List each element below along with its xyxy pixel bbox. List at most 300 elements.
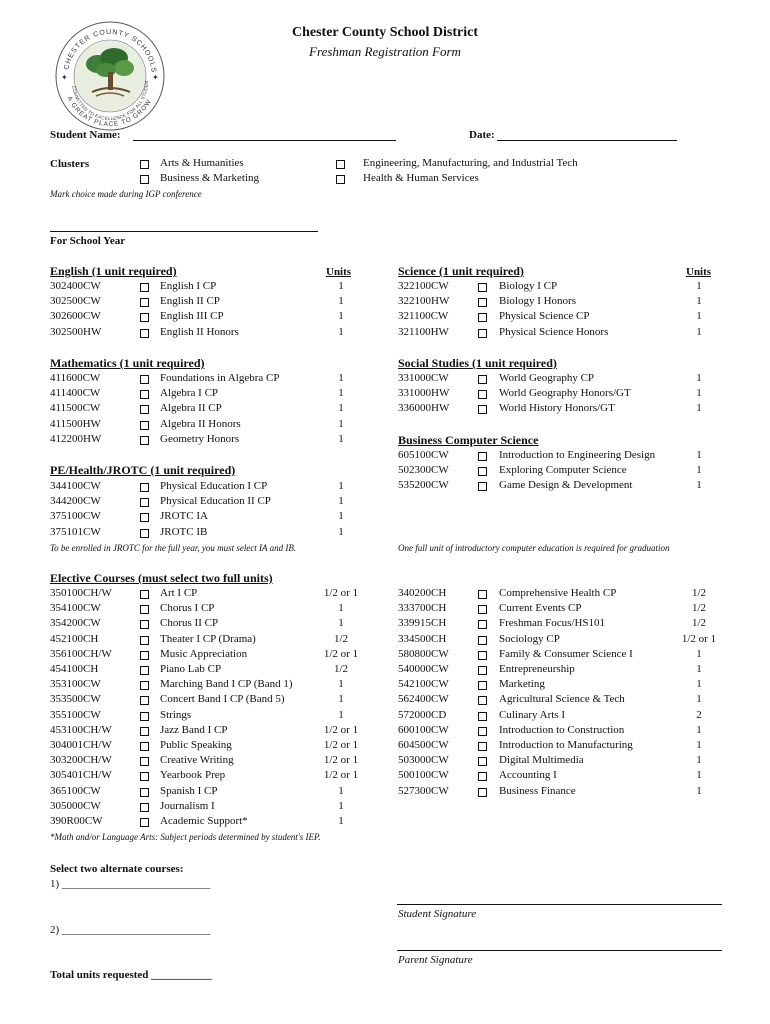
course-checkbox[interactable] [140,313,149,322]
course-checkbox[interactable] [478,620,487,629]
course-name: Creative Writing [160,754,234,767]
course-code: 355100CW [50,708,101,721]
english-units-header: Units [326,266,352,278]
course-row[interactable] [50,309,380,324]
course-row[interactable] [398,279,728,294]
course-name: Chorus II CP [160,617,219,630]
page-title: Chester County School District [291,25,478,40]
course-units: 1 [696,449,702,461]
course-units: 1/2 or 1 [681,632,717,645]
course-checkbox[interactable] [140,620,149,629]
course-name: Foundations in Algebra CP [160,372,280,384]
course-code: 336000HW [398,402,450,415]
course-row[interactable] [398,371,728,386]
course-checkbox[interactable] [140,405,149,414]
course-checkbox[interactable] [140,681,149,690]
course-row[interactable] [50,279,380,294]
course-units: 1 [696,372,702,384]
cluster-option[interactable] [140,171,340,186]
cluster-option[interactable] [336,171,636,186]
course-code: 375101CW [50,525,101,538]
course-units: 1/2 or 1 [323,739,359,751]
course-name: Introduction to Manufacturing [499,739,633,751]
course-name: English II CP [160,295,220,308]
course-code: 535200CW [398,479,449,492]
course-code: 500100CW [398,769,449,782]
course-checkbox[interactable] [140,757,149,766]
course-row[interactable] [398,632,728,647]
course-row[interactable] [50,814,380,829]
course-row[interactable] [50,677,380,692]
course-row[interactable] [50,325,380,340]
course-checkbox[interactable] [478,283,487,292]
svg-text:✦: ✦ [61,73,68,82]
course-code: 353100CW [50,678,101,691]
course-row[interactable] [398,601,728,616]
course-name: Strings [160,708,192,721]
course-checkbox[interactable] [140,651,149,660]
course-units: 1 [338,417,344,430]
course-checkbox[interactable] [478,390,487,399]
course-name: English I CP [160,280,217,292]
cluster-option-label: Engineering, Manufacturing, and Industrial Tech [363,157,578,169]
cluster-option-label: Arts & Humanities [160,157,244,169]
course-checkbox[interactable] [478,757,487,766]
course-code: 353500CW [50,693,101,706]
course-code: 452100CH [50,632,99,645]
course-row[interactable] [398,677,728,692]
course-name: Business Finance [499,784,576,797]
course-code: 572000CD [398,708,447,721]
checkbox[interactable] [336,175,345,184]
course-code: 321100CW [398,310,449,323]
course-row[interactable] [50,294,380,309]
course-name: Music Appreciation [160,647,248,660]
course-code: 527300CW [398,784,449,797]
course-checkbox[interactable] [478,636,487,645]
course-code: 321100HW [398,325,449,338]
course-checkbox[interactable] [140,513,149,522]
course-row[interactable] [398,478,728,493]
science-units-header: Units [686,266,712,278]
course-units: 1 [338,495,344,508]
course-checkbox[interactable] [140,712,149,721]
course-row[interactable] [398,784,728,799]
course-checkbox[interactable] [140,772,149,781]
course-row[interactable] [50,586,380,601]
course-code: 411400CW [50,387,101,400]
course-name: Geometry Honors [160,432,240,445]
cluster-option[interactable] [140,156,340,171]
course-checkbox[interactable] [478,467,487,476]
course-name: Concert Band I CP (Band 5) [160,693,285,706]
checkbox[interactable] [140,160,149,169]
course-name: Marketing [499,678,545,691]
course-units: 1 [696,769,702,782]
course-row[interactable] [398,294,728,309]
course-units: 1/2 [333,632,349,645]
course-units: 1 [338,480,344,492]
course-code: 454100CH [50,663,99,675]
course-name: Journalism I [160,799,215,812]
student-name-field[interactable] [133,140,396,141]
course-row[interactable] [398,738,728,753]
pe-note: To be enrolled in JROTC for the full year, you must select IA and IB. [50,543,297,553]
science-section-title: Science (1 unit required) [398,264,524,278]
course-code: 334500CH [398,632,447,645]
course-units: 1 [696,739,702,751]
course-units: 1 [338,387,344,400]
course-checkbox[interactable] [140,298,149,307]
course-units: 1 [696,678,702,691]
course-row[interactable] [50,401,380,416]
course-row[interactable] [398,309,728,324]
course-checkbox[interactable] [478,712,487,721]
course-code: 503000CW [398,754,449,767]
course-row[interactable] [50,692,380,707]
course-code: 340200CH [398,587,447,599]
course-code: 411500HW [50,417,101,430]
parent-signature-label: Parent Signature [398,954,473,966]
course-checkbox[interactable] [140,605,149,614]
total-units-text: Total units requested [50,969,149,981]
course-checkbox[interactable] [140,421,149,430]
course-row[interactable] [398,647,728,662]
course-units: 1 [338,693,344,706]
course-name: Physical Science Honors [499,325,609,338]
course-checkbox[interactable] [478,313,487,322]
course-name: Sociology CP [499,632,560,645]
course-units: 1 [696,754,702,767]
english-section-title: English (1 unit required) [50,264,177,278]
course-row[interactable] [50,799,380,814]
course-row[interactable] [50,632,380,647]
course-row[interactable] [50,738,380,753]
course-name: Chorus I CP [160,602,215,615]
cluster-note: Mark choice made during IGP conference [50,189,202,199]
svg-text:✦: ✦ [152,73,159,82]
course-units: 1 [696,387,702,400]
course-name: Digital Multimedia [499,754,584,767]
course-units: 1 [696,280,702,292]
course-row[interactable] [50,723,380,738]
business-section-title: Business Computer Science [398,433,539,447]
course-row[interactable] [398,386,728,401]
parent-signature-line[interactable] [397,950,722,951]
course-units: 1 [338,525,344,538]
course-row[interactable] [50,753,380,768]
course-code: 302500HW [50,325,102,338]
course-checkbox[interactable] [140,666,149,675]
course-code: 302600CW [50,310,101,323]
course-units: 1 [696,693,702,706]
course-units: 1 [338,372,344,384]
social-section-title: Social Studies (1 unit required) [398,356,557,370]
course-code: 562400CW [398,693,449,706]
course-checkbox[interactable] [478,482,487,491]
course-row[interactable] [50,494,380,509]
course-row[interactable] [398,753,728,768]
course-units: 1 [338,295,344,308]
course-row[interactable] [398,692,728,707]
course-checkbox[interactable] [140,529,149,538]
course-row[interactable] [50,708,380,723]
course-units: 1 [338,799,344,812]
course-checkbox[interactable] [478,727,487,736]
course-code: 453100CH/W [50,723,112,736]
course-code: 540000CW [398,663,449,675]
course-units: 1 [696,784,702,797]
course-row[interactable] [398,723,728,738]
course-units: 1/2 or 1 [323,769,359,782]
date-label: Date: [469,129,495,141]
course-units: 1/2 or 1 [323,754,359,767]
course-name: Introduction to Engineering Design [499,449,656,461]
course-checkbox[interactable] [478,298,487,307]
course-name: Entrepreneurship [499,663,575,675]
svg-text:A GREAT PLACE TO GROW: A GREAT PLACE TO GROW [65,95,154,129]
course-code: 350100CH/W [50,587,112,599]
course-checkbox[interactable] [140,329,149,338]
course-name: World Geography Honors/GT [499,387,631,400]
course-name: Algebra II Honors [160,417,241,430]
course-checkbox[interactable] [140,818,149,827]
course-row[interactable] [50,616,380,631]
alternates-label: Select two alternate courses: [50,863,184,875]
course-units: 1 [696,464,702,477]
course-name: JROTC IA [160,510,208,523]
course-units: 1 [338,280,344,292]
course-code: 354100CW [50,602,101,615]
course-code: 305000CW [50,799,101,812]
course-units: 1 [696,310,702,323]
course-checkbox[interactable] [478,696,487,705]
course-name: Current Events CP [499,602,582,615]
course-units: 1 [338,432,344,445]
course-row[interactable] [50,386,380,401]
course-name: English III CP [160,310,224,323]
total-units-field[interactable]: ___________ [151,969,212,981]
course-units: 1 [338,617,344,630]
course-row[interactable] [398,662,728,677]
course-checkbox[interactable] [140,436,149,445]
course-name: Exploring Computer Science [499,464,627,477]
course-checkbox[interactable] [478,405,487,414]
course-code: 411600CW [50,372,101,384]
course-units: 1 [696,479,702,492]
course-checkbox[interactable] [140,788,149,797]
course-units: 1/2 [333,663,349,675]
course-row[interactable] [50,768,380,783]
course-name: Agricultural Science & Tech [499,693,625,706]
course-row[interactable] [398,448,728,463]
course-code: 303200CH/W [50,754,112,767]
student-signature-line[interactable] [397,904,722,905]
course-code: 302500CW [50,295,101,308]
course-checkbox[interactable] [140,636,149,645]
course-row[interactable] [50,784,380,799]
alternate-1-field[interactable]: 1) ___________________________ [50,878,211,890]
course-code: 356100CH/W [50,647,112,660]
course-row[interactable] [398,325,728,340]
course-checkbox[interactable] [478,452,487,461]
course-name: Public Speaking [160,739,232,751]
total-units-label [50,968,212,982]
cluster-option-label: Health & Human Services [363,172,479,184]
electives-note: *Math and/or Language Arts: Subject periods determined by student's IEP. [50,832,321,842]
course-name: Physical Education I CP [160,480,268,492]
pe-section-title: PE/Health/JROTC (1 unit required) [50,463,236,477]
course-name: Family & Consumer Science I [499,647,633,660]
student-signature-label: Student Signature [398,908,477,920]
course-checkbox[interactable] [478,788,487,797]
course-code: 331000CW [398,372,449,384]
course-code: 331000HW [398,387,450,400]
course-units: 1/2 [691,602,707,615]
course-units: 1 [338,784,344,797]
course-code: 502300CW [398,464,449,477]
course-code: 375100CW [50,510,101,523]
course-checkbox[interactable] [140,375,149,384]
course-name: Physical Education II CP [160,495,271,508]
course-name: Accounting I [499,769,557,782]
course-checkbox[interactable] [140,283,149,292]
course-name: Theater I CP (Drama) [160,632,256,645]
cluster-option-label: Business & Marketing [160,172,259,184]
course-units: 1 [338,325,344,338]
course-checkbox[interactable] [140,696,149,705]
student-name-label: Student Name: [50,129,121,141]
school-year-field[interactable] [50,231,318,232]
course-row[interactable] [50,509,380,524]
course-name: JROTC IB [160,525,208,538]
course-name: English II Honors [160,325,239,338]
course-units: 1/2 [691,617,707,630]
course-code: 542100CW [398,678,449,691]
course-units: 1 [338,602,344,615]
date-field[interactable] [497,140,677,141]
checkbox[interactable] [140,175,149,184]
course-row[interactable] [50,417,380,432]
course-name: Biology I Honors [499,295,576,308]
course-name: Academic Support* [160,815,248,827]
course-checkbox[interactable] [478,651,487,660]
course-code: 354200CW [50,617,101,630]
course-units: 1/2 or 1 [323,647,359,660]
school-year-label: For School Year [50,235,126,247]
course-checkbox[interactable] [140,390,149,399]
course-units: 1 [338,678,344,691]
course-name: Algebra I CP [160,387,219,400]
course-code: 344100CW [50,480,101,492]
course-checkbox[interactable] [140,498,149,507]
electives-section-title: Elective Courses (must select two full units) [50,571,273,585]
course-code: 580800CW [398,647,449,660]
course-name: Yearbook Prep [160,769,226,782]
course-name: Culinary Arts I [499,708,565,721]
course-checkbox[interactable] [478,742,487,751]
course-checkbox[interactable] [140,483,149,492]
alternate-2-field[interactable]: 2) ___________________________ [50,924,211,936]
course-code: 365100CW [50,784,101,797]
course-checkbox[interactable] [478,772,487,781]
course-code: 412200HW [50,432,102,445]
course-row[interactable] [50,371,380,386]
course-row[interactable] [50,662,380,677]
math-section-title: Mathematics (1 unit required) [50,356,205,370]
course-name: Physical Science CP [499,310,590,323]
course-name: Comprehensive Health CP [499,587,617,599]
course-row[interactable] [50,432,380,447]
course-units: 1 [338,510,344,523]
course-code: 302400CW [50,280,101,292]
course-checkbox[interactable] [140,803,149,812]
course-code: 390R00CW [50,815,103,827]
course-name: World Geography CP [499,372,595,384]
course-checkbox[interactable] [478,666,487,675]
course-checkbox[interactable] [140,727,149,736]
course-name: Game Design & Development [499,479,633,492]
course-checkbox[interactable] [140,590,149,599]
course-code: 322100CW [398,280,449,292]
course-units: 1 [696,295,702,308]
course-code: 322100HW [398,295,450,308]
course-name: Art I CP [160,587,198,599]
course-row[interactable] [50,479,380,494]
course-row[interactable] [50,601,380,616]
course-name: Introduction to Construction [499,723,625,736]
course-code: 600100CW [398,723,449,736]
course-units: 1 [338,708,344,721]
course-checkbox[interactable] [478,590,487,599]
course-row[interactable] [398,616,728,631]
course-units: 1 [696,663,702,675]
checkbox[interactable] [336,160,345,169]
course-checkbox[interactable] [478,605,487,614]
course-row[interactable] [398,708,728,723]
course-units: 1 [338,402,344,415]
course-code: 305401CH/W [50,769,112,782]
course-row[interactable] [398,463,728,478]
course-units: 1 [338,310,344,323]
course-units: 1 [696,647,702,660]
course-name: Piano Lab CP [160,663,222,675]
course-row[interactable] [50,525,380,540]
course-name: Biology I CP [499,280,558,292]
course-name: World History Honors/GT [499,402,615,415]
course-units: 2 [696,708,702,721]
course-code: 604500CW [398,739,449,751]
course-code: 411500CW [50,402,101,415]
course-name: Marching Band I CP (Band 1) [160,678,293,691]
course-name: Freshman Focus/HS101 [499,617,606,630]
course-checkbox[interactable] [140,742,149,751]
course-row[interactable] [398,401,728,416]
course-checkbox[interactable] [478,329,487,338]
course-units: 1 [696,325,702,338]
course-row[interactable] [398,768,728,783]
course-checkbox[interactable] [478,681,487,690]
course-name: Jazz Band I CP [160,723,228,736]
course-units: 1 [338,815,344,827]
course-checkbox[interactable] [478,375,487,384]
course-units: 1/2 or 1 [323,587,359,599]
course-code: 339915CH [398,617,447,630]
course-row[interactable] [398,586,728,601]
course-row[interactable] [50,647,380,662]
cluster-option[interactable] [336,156,636,171]
course-code: 333700CH [398,602,447,615]
